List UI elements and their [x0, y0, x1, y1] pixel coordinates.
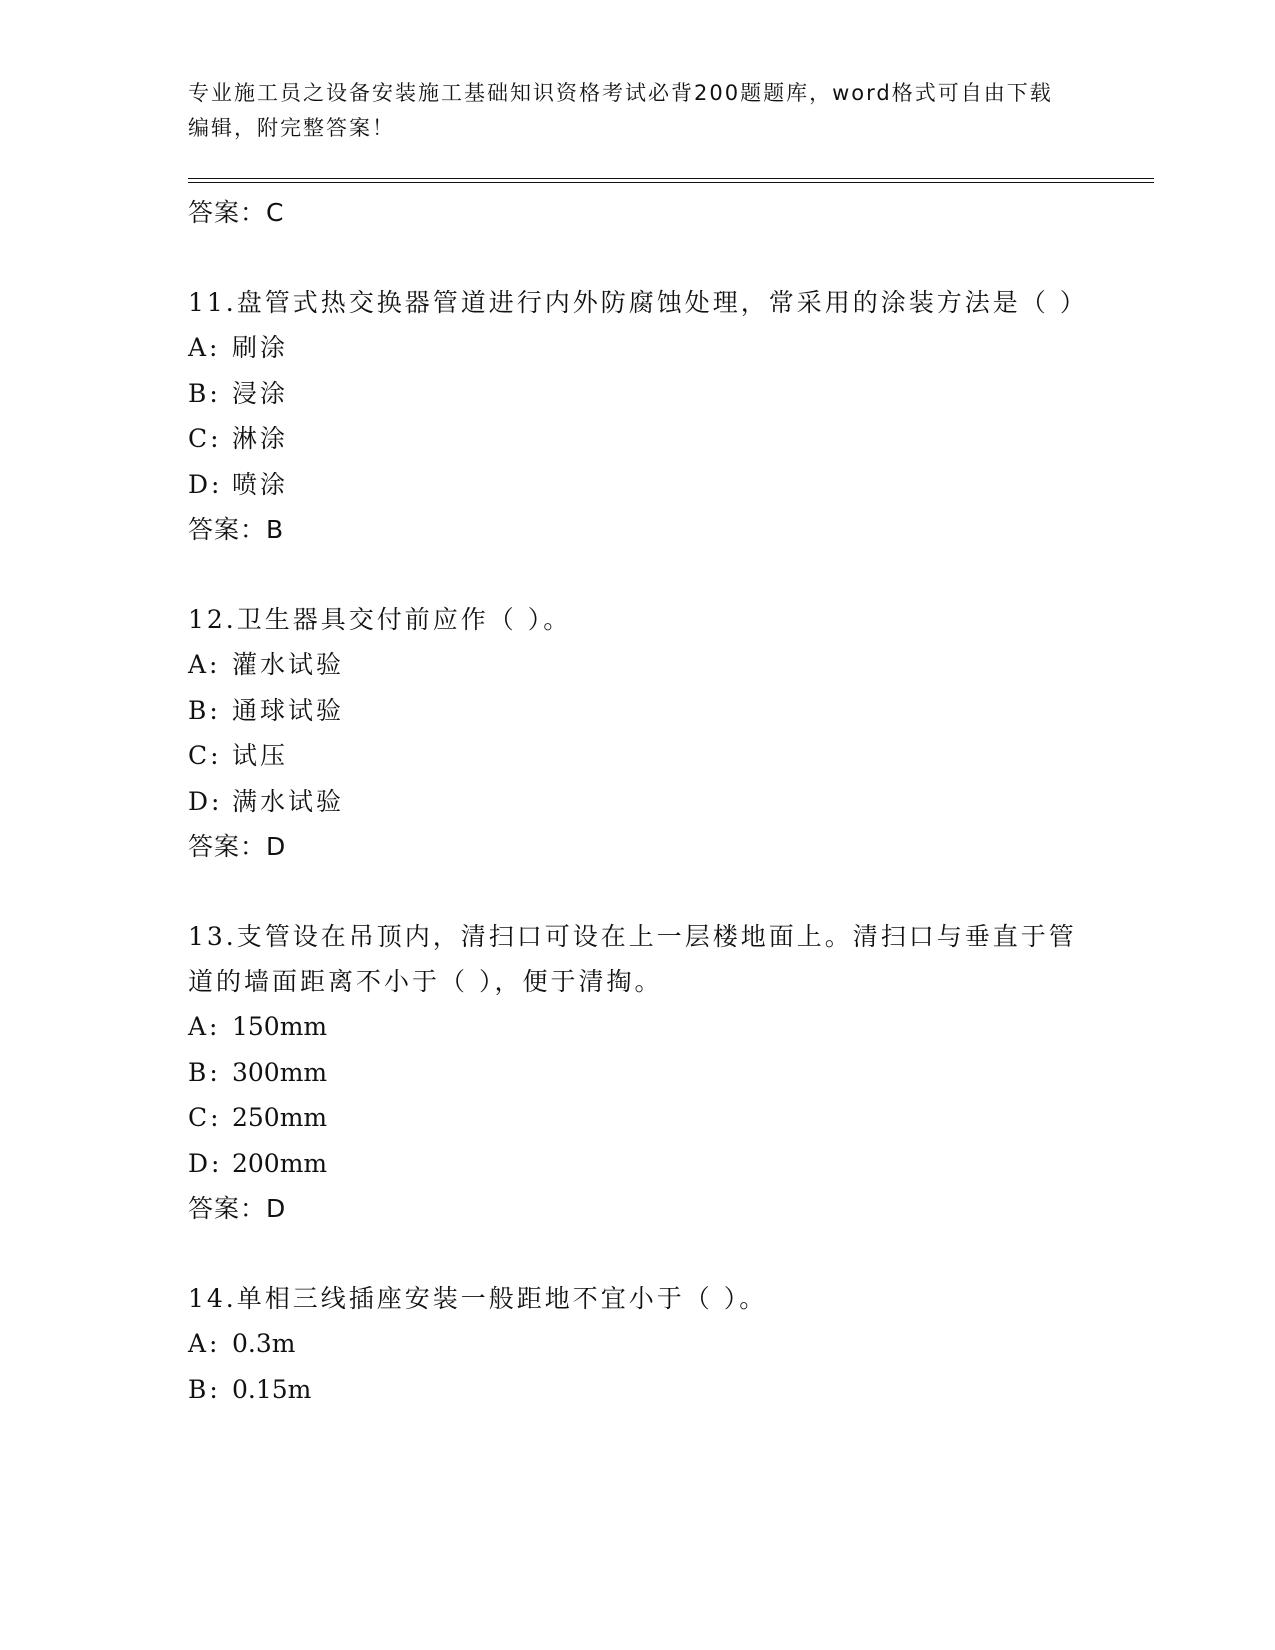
answer-line: 答案：B [188, 515, 285, 544]
option [188, 642, 1088, 688]
option-letter: B: [188, 1057, 221, 1087]
question-text: 12.卫生器具交付前应作（ ）。 [188, 605, 572, 634]
option-text: 满水试验 [232, 786, 345, 816]
option [188, 733, 1088, 779]
option [188, 1321, 1088, 1367]
option-text: 150mm [232, 1012, 328, 1041]
answer-line: 答案：C [188, 198, 285, 227]
spacer [188, 1232, 1088, 1276]
header-rule-top [188, 178, 1154, 179]
option-text: 0.15m [232, 1374, 312, 1404]
option-text: 刷涂 [232, 333, 289, 362]
option-text: 300mm [232, 1057, 328, 1087]
option-text: 250mm [232, 1103, 328, 1132]
option [188, 1367, 1088, 1413]
option-letter: A: [188, 1012, 221, 1041]
option-text: 喷涂 [232, 469, 289, 499]
option [188, 779, 1088, 825]
option-letter: B: [188, 1374, 221, 1404]
option-text: 灌水试验 [232, 650, 345, 679]
option-letter: C: [188, 741, 222, 770]
option-text: 浸涂 [232, 378, 289, 408]
option-letter: C: [188, 424, 222, 453]
document-header: 专业施工员之设备安装施工基础知识资格考试必背200题题库，word格式可自由下载编辑，附完整答案！ [188, 81, 1053, 140]
spacer [188, 870, 1088, 914]
question-block [188, 597, 1088, 870]
option-letter: A: [188, 333, 221, 362]
question-text: 13.支管设在吊顶内，清扫口可设在上一层楼地面上。清扫口与垂直于管道的墙面距离不小于（ ），便于清掏。 [188, 922, 1077, 996]
question-list [188, 190, 1088, 1412]
option-text: 淋涂 [232, 424, 289, 453]
spacer [188, 236, 1088, 280]
option-text: 试压 [232, 741, 289, 770]
option [188, 371, 1088, 417]
option [188, 1004, 1088, 1050]
option-letter: B: [188, 378, 221, 408]
option-text: 0.3m [232, 1329, 296, 1358]
option [188, 325, 1088, 371]
question-block [188, 914, 1088, 1232]
option [188, 416, 1088, 462]
question-block [188, 280, 1088, 553]
option-text: 200mm [232, 1148, 328, 1178]
option [188, 688, 1088, 734]
option [188, 1141, 1088, 1187]
answer-line: 答案：D [188, 1194, 287, 1223]
option-letter: A: [188, 650, 221, 679]
option [188, 1050, 1088, 1096]
option-letter: D: [188, 469, 223, 499]
question-text: 14.单相三线插座安装一般距地不宜小于（ ）。 [188, 1284, 768, 1313]
option-letter: B: [188, 695, 221, 725]
answer-line: 答案：D [188, 832, 287, 861]
question-block [188, 1276, 1088, 1412]
spacer [188, 553, 1088, 597]
option [188, 1095, 1088, 1141]
option [188, 462, 1088, 508]
option-text: 通球试验 [232, 695, 345, 725]
option-letter: A: [188, 1329, 221, 1358]
question-text: 11.盘管式热交换器管道进行内外防腐蚀处理，常采用的涂装方法是（ ） [188, 288, 1088, 317]
option-letter: D: [188, 786, 223, 816]
option-letter: D: [188, 1148, 223, 1178]
header-rule-bottom [188, 182, 1154, 183]
option-letter: C: [188, 1103, 222, 1132]
